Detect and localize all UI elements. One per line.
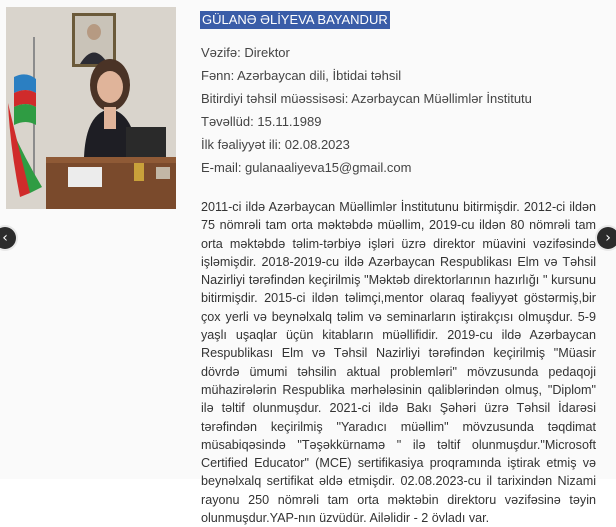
field-subject: Fənn: Azərbaycan dili, İbtidai təhsil <box>201 68 402 83</box>
field-position: Vəzifə: Direktor <box>201 45 290 60</box>
field-birth-date: Təvəllüd: 15.11.1989 <box>201 114 322 129</box>
profile-photo <box>6 7 176 209</box>
field-education: Bitirdiyi təhsil müəssisəsi: Azərbaycan Müəllimlər İnstitutu <box>201 91 532 106</box>
next-button[interactable] <box>597 227 616 249</box>
biography-text: 2011-ci ildə Azərbaycan Müəllimlər İnstitutunu bitirmişdir. 2012-ci ildən 75 nömrəli tam orta məktəbdə müəllim, 2019-cu ildən 80 nömrəli tam orta məktəbdə təlim-tərbiyə işləri üzrə direktor müavini vəzifəsində işləmişdir. 2018-2019-cu ildə Azərbaycan Respublikası Elm və Təhsil Nazirliyi tərəfindən keçirilmiş "Məktəb direktorlarının hazırlığı " kursunu bitirmişdir. 2015-ci ildən təlimçi,mentor olaraq fəaliyyət göstərmiş,bir çox yerli və beynəlxalq təlim və seminarların iştirakçısı olmuşdur. 5-9 yaşlı uşaqlar üçün kitabların müəllifidir. 2019-cu ildə Azərbaycan Respublikası Elm və Təhsil Nazirliyi tərəfindən keçirilmiş "Müasir dövrdə ümumi təhsilin aktual problemləri" mövzusunda pedaqoji mühazirələrin Respublika mərhələsinin qaliblərindən olmuş, "Diplom" ilə təltif olunmuşdur. 2021-ci ildə Bakı Şəhəri üzrə Təhsil İdarəsi tərəfindən keçirilmiş "Yaradıcı müəllim" mövzusunda təqdimat müsabiqəsində "Təşəkkürnamə " ilə təltif olunmuşdur."Microsoft Certified Educator" (MCE) sertifikasiya proqramında iştirak etmiş və beynəlxalq sertifikat əldə etmişdir. 02.08.2023-cu il tarixindən Nizami rayonu 250 nömrəli tam orta məktəbin direktoru vəzifəsinə təyin olunmuşdur.YAP-nın üzvüdür. Ailəlidir - 2 övladı var. <box>201 200 596 526</box>
field-start-year: İlk fəaliyyət ili: 02.08.2023 <box>201 137 350 152</box>
chevron-left-icon: ‹ <box>2 230 8 246</box>
portrait-illustration <box>6 7 176 209</box>
profile-name: GÜLANƏ ƏLİYEVA BAYANDUR <box>202 12 388 27</box>
field-email: E-mail: gulanaaliyeva15@gmail.com <box>201 160 412 175</box>
chevron-right-icon: › <box>605 230 611 246</box>
